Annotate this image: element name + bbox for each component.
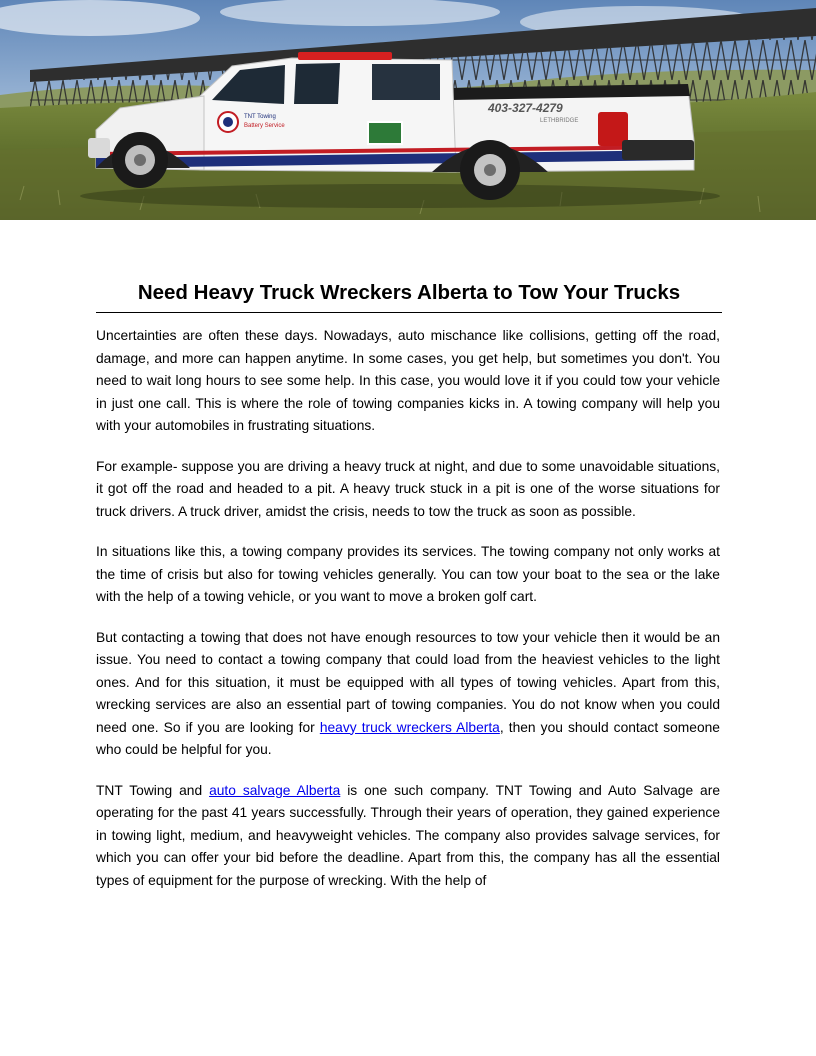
paragraph-1: Uncertainties are often these days. Nowadays, auto mischance like collisions, getting off the road, damage, and more can happen anytime. In some cases, you get help, but sometimes you don't. You need to wait long hours to see some help. In this case, you would love it if you could tow your vehicle in just one call. This is where the role of towing companies kicks in. A towing company will help you with your automobiles in frustrating situations. bbox=[96, 328, 720, 433]
paragraph-5-text-end: is one such company. TNT Towing and Auto Salvage are operating for the past 41 years successfully. Through their years of operation, they gained experience in towing light, medium, and heavyweight vehicles. The company also provides salvage services, for which you can offer your bid before the deadline. Apart from this, the company has all the essential types of equipment for the purpose of wrecking. With the help of bbox=[96, 782, 720, 888]
paragraph-4-text-end: , then you should contact someone who could be helpful for you. bbox=[96, 719, 720, 757]
truck-photo bbox=[0, 0, 816, 220]
truck-phone-number: 403-327-4279 bbox=[488, 101, 563, 115]
paragraph-5-text-start: TNT Towing and bbox=[96, 782, 210, 798]
truck-door-line2: Battery Service bbox=[244, 123, 285, 129]
paragraph-5 bbox=[96, 780, 720, 893]
paragraph-2: For example- suppose you are driving a heavy truck at night, and due to some unavoidable situations, it got off the road and headed to a pit. A heavy truck stuck in a pit is one of the worse situations for truck drivers. A truck driver, amidst the crisis, needs to tow the truck as soon as possible. bbox=[96, 458, 720, 519]
hero-image bbox=[0, 0, 816, 220]
paragraph-4 bbox=[96, 627, 720, 762]
article-body bbox=[96, 325, 720, 910]
truck-door-line1: TNT Towing bbox=[244, 114, 276, 120]
article-title: Need Heavy Truck Wreckers Alberta to Tow Your Trucks bbox=[137, 281, 681, 304]
paragraph-3: In situations like this, a towing company provides its services. The towing company not only works at the time of crisis but also for towing vehicles generally. You can tow your boat to the sea or the lake with the help of a towing vehicle, or you want to move a broken golf cart. bbox=[96, 544, 720, 604]
heavy-truck-wreckers-link[interactable]: heavy truck wreckers Alberta bbox=[319, 719, 500, 735]
title-divider bbox=[96, 312, 722, 313]
truck-location-label: LETHBRIDGE bbox=[540, 118, 579, 124]
paragraph-4-text-start: But contacting a towing that does not have enough resources to tow your vehicle then it would be an issue. You need to contact a towing company that could load from the heaviest vehicles to the light ones. And for this situation, it must be equipped with all types of towing vehicles. Apart from this, wrecking services are also an essential part of towing companies. You do not know when you could need one. So if you are looking for bbox=[96, 629, 720, 735]
auto-salvage-link[interactable]: auto salvage Alberta bbox=[209, 782, 341, 798]
